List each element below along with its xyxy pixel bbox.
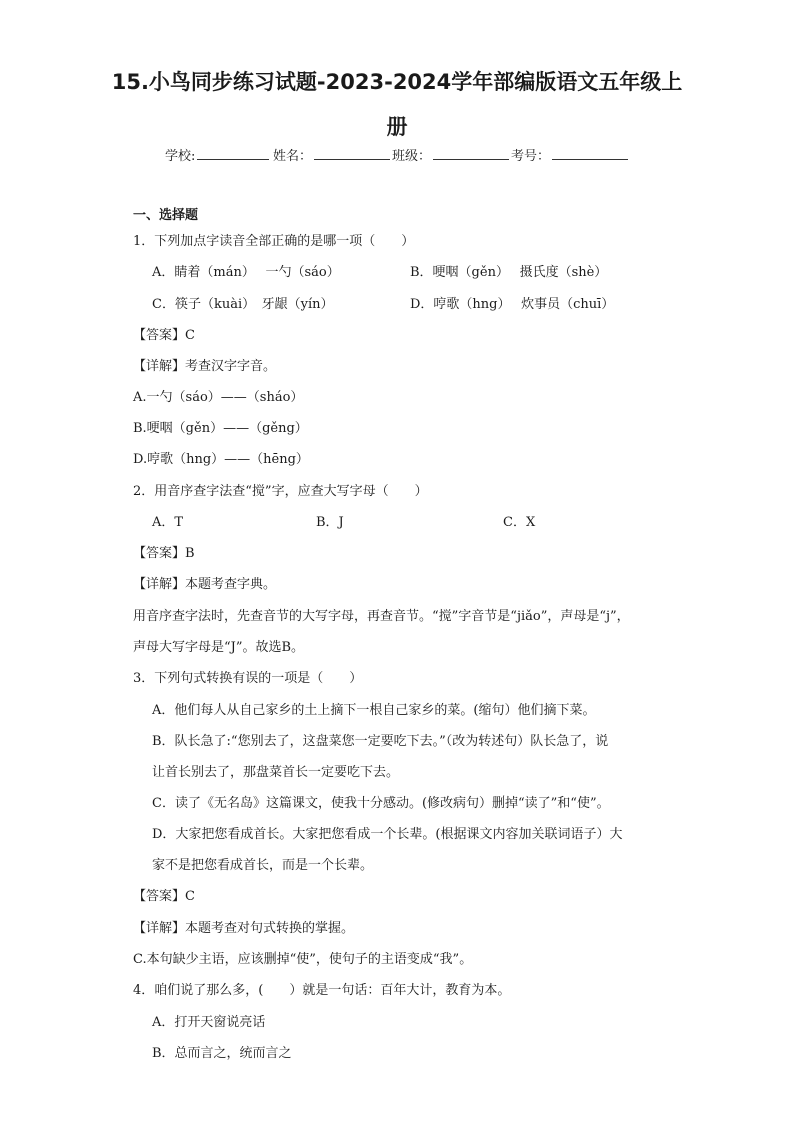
q2-stem: 2．用音序查字法查“搅”字，应查大写字母（ ） (133, 484, 428, 499)
number-field (511, 145, 550, 164)
q4-option-b: B．总而言之，统而言之 (152, 1046, 292, 1061)
q3-explanation-1: C.本句缺少主语，应该删掉“使”，使句子的主语变成“我”。 (133, 952, 473, 967)
class-blank (433, 145, 509, 160)
q1-stem: 1．下列加点字读音全部正确的是哪一项（ ） (133, 234, 415, 249)
q3-option-b-line-1: B．队长急了:“您别去了，这盘菜您一定要吃下去。”（改为转述句）队长急了，说 (152, 734, 609, 749)
q3-option-c: C．读了《无名岛》这篇课文，使我十分感动。(修改病句）删掉“读了”和“使”。 (152, 796, 610, 811)
q2-explanation-1: 用音序查字法时，先查音节的大写字母，再查音节。“搅”字音节是“jiǎo”，声母是“j”， (133, 609, 630, 624)
q3-option-a: A．他们每人从自己家乡的土上摘下一根自己家乡的菜。(缩句）他们摘下菜。 (152, 703, 596, 718)
q4-stem: 4．咱们说了那么多，( ）就是一句话：百年大计，教育为本。 (133, 983, 511, 998)
school-field (165, 145, 195, 164)
name-field (273, 145, 312, 164)
q2-option-a: A．T (152, 515, 184, 530)
q3-stem: 3．下列句式转换有误的一项是（ ） (133, 671, 363, 686)
number-blank (552, 145, 628, 160)
number-label: 考号： (511, 149, 551, 164)
q3-option-b-line-2: 让首长别去了，那盘菜首长一定要吃下去。 (152, 765, 400, 780)
name-blank (314, 145, 390, 160)
school-blank (197, 145, 269, 160)
q1-explanation-3: D.哼歌（hng）——（hēng） (133, 452, 309, 467)
q3-option-d-line-2: 家不是把您看成首长，而是一个长辈。 (152, 858, 374, 873)
page-title-line-2: 册 (386, 115, 408, 139)
q2-option-c: C．X (503, 515, 536, 530)
q1-option-a: A．睛着（mán） 一勺（sáo） (152, 265, 340, 280)
q3-answer: 【答案】C (133, 889, 195, 904)
q1-explanation-2: B.哽咽（gěn）——（gěng） (133, 421, 308, 436)
class-field (392, 145, 431, 164)
q1-detail: 【详解】考查汉字字音。 (133, 359, 277, 374)
school-label: 学校: (165, 149, 196, 164)
class-label: 班级： (392, 149, 432, 164)
page-title-line-1: 15.小鸟同步练习试题-2023-2024学年部编版语文五年级上 (111, 70, 683, 94)
q2-answer: 【答案】B (133, 546, 195, 561)
q3-detail: 【详解】本题考查对句式转换的掌握。 (133, 921, 355, 936)
q4-option-a: A．打开天窗说亮话 (152, 1015, 266, 1030)
q1-option-b: B．哽咽（gěn） 摄氏度（shè） (410, 265, 608, 280)
q1-answer: 【答案】C (133, 328, 195, 343)
section-heading: 一、选择题 (133, 208, 199, 223)
name-label: 姓名： (273, 149, 313, 164)
q3-option-d-line-1: D．大家把您看成首长。大家把您看成一个长辈。(根据课文内容加关联词语子）大 (152, 827, 623, 842)
q2-option-b: B．J (316, 515, 344, 530)
q1-explanation-1: A.一勺（sáo）——（sháo） (133, 390, 304, 405)
q1-option-c: C．筷子（kuài） 牙龈（yín） (152, 297, 334, 312)
q1-option-d: D．哼歌（hng） 炊事员（chuī） (410, 297, 615, 312)
q2-explanation-2: 声母大写字母是“J”。故选B。 (133, 640, 305, 655)
q2-detail: 【详解】本题考查字典。 (133, 577, 277, 592)
